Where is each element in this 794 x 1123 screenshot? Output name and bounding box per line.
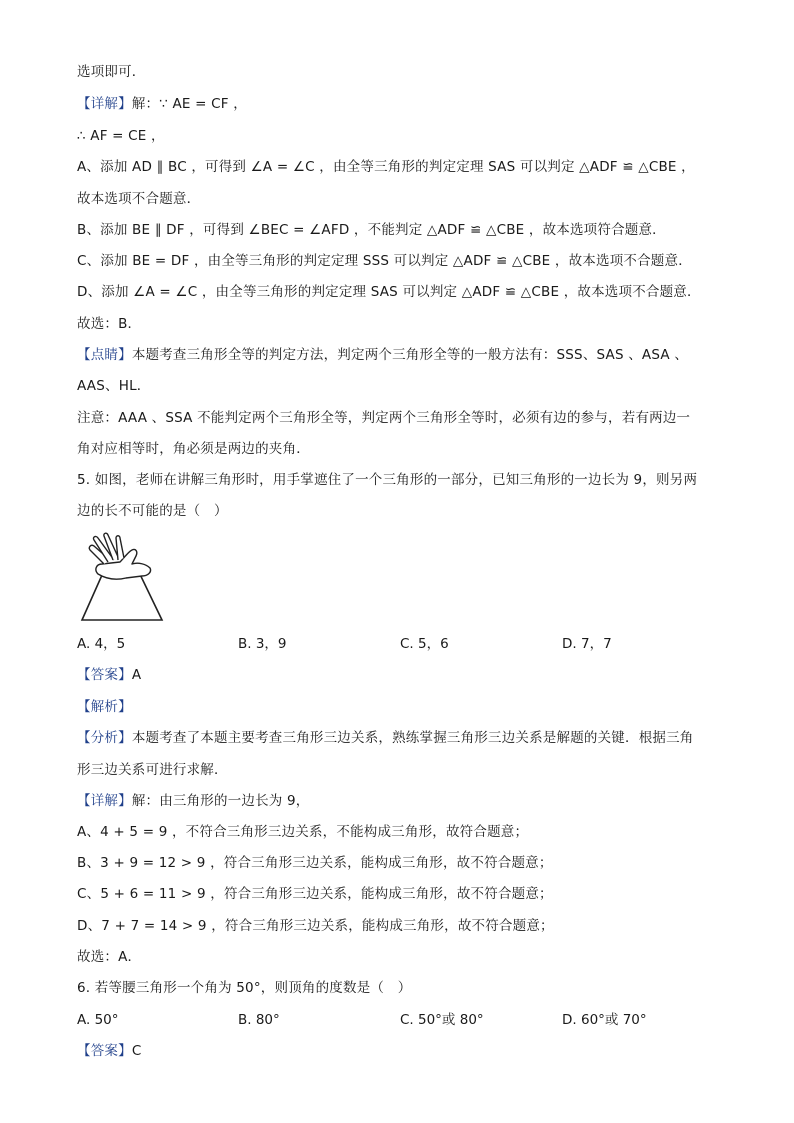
- text-line: B、3 + 9 = 12 > 9 ，符合三角形三边关系，能构成三角形，故不符合题意；: [77, 855, 553, 871]
- text-line: AAS、HL．: [77, 378, 151, 394]
- option-b: B. 80°: [238, 1012, 280, 1028]
- answer-line: 【答案】C: [77, 1043, 142, 1059]
- text-line: 故本选项不合题意．: [77, 191, 201, 207]
- option-d: D. 7，7: [562, 636, 612, 652]
- option-c: C. 50°或 80°: [400, 1012, 484, 1028]
- option-a: A. 50°: [77, 1012, 119, 1028]
- question-5-text: 边的长不可能的是（ ）: [77, 503, 228, 519]
- answer-tag: 【答案】: [77, 667, 132, 683]
- text-line: 形三边关系可进行求解．: [77, 762, 228, 778]
- text-line: D、添加 ∠A = ∠C ，由全等三角形的判定定理 SAS 可以判定 △ADF ≌ △CBE ，故本选项不合题意．: [77, 284, 701, 300]
- option-c: C. 5，6: [400, 636, 449, 652]
- hand-icon: [89, 533, 150, 579]
- text-line: C、5 + 6 = 11 > 9 ，符合三角形三边关系，能构成三角形，故不符合题意；: [77, 886, 553, 902]
- text-line: A、添加 AD ∥ BC ，可得到 ∠A = ∠C ，由全等三角形的判定定理 SAS 可以判定 △ADF ≌ △CBE ，: [77, 159, 695, 175]
- section-tag: 【点睛】: [77, 347, 132, 363]
- text-line: A、4 + 5 = 9 ，不符合三角形三边关系，不能构成三角形，故符合题意；: [77, 824, 529, 840]
- section-tag: 【分析】: [77, 730, 132, 746]
- section-tag: 【详解】: [77, 793, 132, 809]
- option-d: D. 60°或 70°: [562, 1012, 647, 1028]
- option-a: A. 4，5: [77, 636, 126, 652]
- hand-over-triangle-figure: [80, 532, 164, 622]
- text-line: 角对应相等时，角必须是两边的夹角．: [77, 441, 310, 457]
- question-6-text: 6. 若等腰三角形一个角为 50°，则顶角的度数是（ ）: [77, 980, 412, 996]
- text-line: D、7 + 7 = 14 > 9 ，符合三角形三边关系，能构成三角形，故不符合题意；: [77, 918, 554, 934]
- text-line: ∴ AF = CE ，: [77, 128, 165, 144]
- text-line: 选项即可．: [77, 64, 146, 80]
- analysis-tag: 【解析】: [77, 699, 132, 715]
- text-line: 故选：A．: [77, 949, 142, 965]
- text-line: 注意：AAA 、SSA 不能判定两个三角形全等，判定两个三角形全等时，必须有边的参与，若有两边一: [77, 410, 691, 426]
- text-line: C、添加 BE = DF ，由全等三角形的判定定理 SSS 可以判定 △ADF ≌ △CBE ，故本选项不合题意．: [77, 253, 692, 269]
- text-line: 【详解】解：∵ AE = CF ，: [77, 96, 247, 112]
- text-line: 故选：B．: [77, 316, 142, 332]
- answer-line: 【答案】A: [77, 667, 142, 683]
- text-line: 【详解】解：由三角形的一边长为 9，: [77, 793, 310, 809]
- section-tag: 【详解】: [77, 96, 132, 112]
- option-b: B. 3，9: [238, 636, 287, 652]
- text-line: 【点睛】本题考查三角形全等的判定方法，判定两个三角形全等的一般方法有：SSS、SAS 、ASA 、: [77, 347, 689, 363]
- question-5-text: 5. 如图，老师在讲解三角形时，用手掌遮住了一个三角形的一部分，已知三角形的一边长为 9，则另两: [77, 472, 698, 488]
- text-line: B、添加 BE ∥ DF ，可得到 ∠BEC = ∠AFD ，不能判定 △ADF ≌ △CBE ，故本选项符合题意．: [77, 222, 666, 238]
- answer-tag: 【答案】: [77, 1043, 132, 1059]
- analysis-heading: [77, 697, 132, 717]
- text-line: 【分析】本题考查了本题主要考查三角形三边关系，熟练掌握三角形三边关系是解题的关键．根据三角: [77, 730, 694, 746]
